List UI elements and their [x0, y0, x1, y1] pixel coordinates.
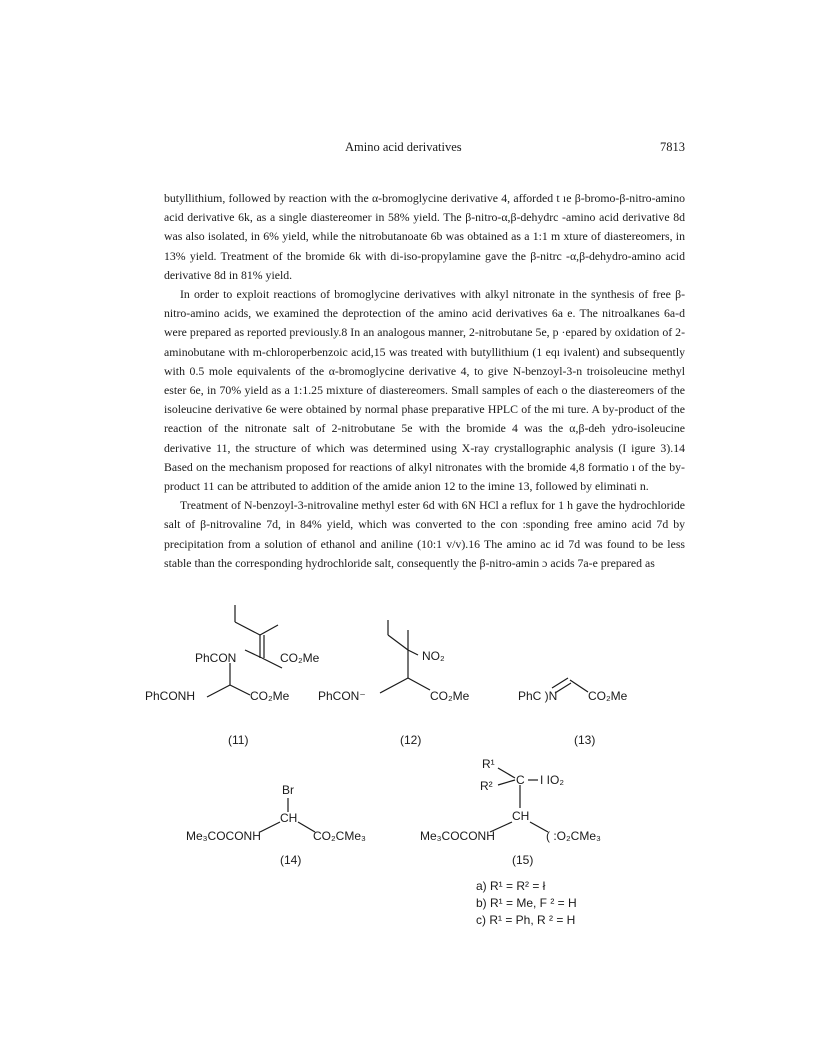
compound-14-left: Me₃COCONH [186, 829, 261, 843]
compound-12-group-c: CO₂Me [430, 689, 470, 703]
compound-11-group-b: CO₂Me [280, 651, 320, 665]
paragraph-1: butyllithium, followed by reaction with the α-bromoglycine derivative 4, afforded t ıe β-bromo-β-nitro-amino acid derivative 6k, as a single diastereomer in 58% yield. The β-nitro-α,β-dehydrc -amino acid derivative 8d was also isolated, in 6% yield, while the nitrobutanoate 6b was obtained as a 1:1 m xture of diastereomers, in 13% yield. Treatment of the bromide 6k with di-iso-propylamine gave the β-nitrc -α,β-dehydro-amino acid derivative 8d in 81% yield. [164, 191, 685, 282]
substituent-key [476, 879, 577, 927]
compound-14-right: CO₂CMe₃ [313, 829, 366, 843]
compound-11-label: (11) [228, 733, 249, 747]
compound-11-group-d: CO₂Me [250, 689, 290, 703]
compound-13-label: (13) [574, 733, 596, 747]
compound-14-label: (14) [280, 853, 302, 867]
compound-14-br: Br [282, 783, 294, 797]
compound-15-label: (15) [512, 853, 534, 867]
substituent-c: c) R¹ = Ph, R ² = H [476, 913, 576, 927]
chemical-structures-figure [100, 600, 720, 940]
compound-11-group-a: PhCON [195, 651, 237, 665]
compound-12-group-b: PhCON⁻ [318, 689, 366, 703]
compound-12-label: (12) [400, 733, 422, 747]
compound-15-ch: CH [512, 809, 530, 823]
compound-11-group-c: PhCONH [145, 689, 196, 703]
paragraph-2: In order to exploit reactions of bromoglycine derivatives with alkyl nitronate in the synthesis of free β-nitro-amino acids, we examined the deprotection of the amino acid derivatives 6a e. The nitroalkanes 6a-d were prepared as reported previously.8 In an analogous manner, 2-nitrobutane 5e, p ·epared by oxidation of 2-aminobutane with m-chloroperbenzoic acid,15 was treated with butyllithium (1 eqı ivalent) and subsequently with 0.5 mole equivalents of the α-bromoglycine derivative 4, to give N-benzoyl-3-n troisoleucine methyl ester 6e, in 70% yield as a 1:1.25 mixture of diastereomers. Small samples of each o the diastereomers of the isoleucine derivative 6e were obtained by normal phase preparative HPLC of the mi ture. A by-product of the reaction of the nitronate salt of 2-nitrobutane 5e with the bromide 4 was the α,β-deh ydro-isoleucine derivative 11, the structure of which was determined using X-ray crystallographic analysis (I igure 3).14 Based on the mechanism proposed for reactions of alkyl nitronates with the bromide 4,8 formatio ı of the by-product 11 can be attributed to addition of the amide anion 12 to the imine 13, followed by eliminati n. [164, 287, 685, 494]
substituent-b: b) R¹ = Me, F ² = H [476, 896, 577, 910]
compound-13 [518, 678, 628, 747]
substituent-a: a) R¹ = R² = ł [476, 879, 546, 893]
body-text [164, 189, 685, 573]
compound-15-left: Me₃COCONH [420, 829, 495, 843]
compound-13-group-a: PhC )N [518, 689, 558, 703]
compound-13-group-b: CO₂Me [588, 689, 628, 703]
page-number: 7813 [660, 140, 685, 154]
compound-15-no2: I IO₂ [540, 773, 564, 787]
compound-15-r2: R² [480, 779, 493, 793]
paragraph-3: Treatment of N-benzoyl-3-nitrovaline methyl ester 6d with 6N HCl a reflux for 1 h gave the hydrochloride salt of β-nitrovaline 7d, in 84% yield, which was converted to the con :sponding free amino acid 7d by precipitation from a solution of ethanol and aniline (10:1 v/v).16 The amino ac id 7d was found to be less stable than the corresponding hydrochloride salt, consequently the β-nitro-amin ɔ acids 7a-e prepared as [164, 498, 685, 570]
compound-14 [186, 783, 366, 867]
compound-15 [420, 757, 601, 867]
structures-svg [100, 600, 720, 940]
compound-15-right: ( :O₂CMe₃ [546, 829, 601, 843]
compound-14-ch: CH [280, 811, 298, 825]
running-head: Amino acid derivatives [345, 140, 462, 154]
compound-12-group-a: NO₂ [422, 649, 445, 663]
compound-12 [318, 620, 470, 747]
compound-15-c: C [516, 773, 525, 787]
compound-11 [145, 605, 320, 747]
compound-15-r1: R¹ [482, 757, 495, 771]
